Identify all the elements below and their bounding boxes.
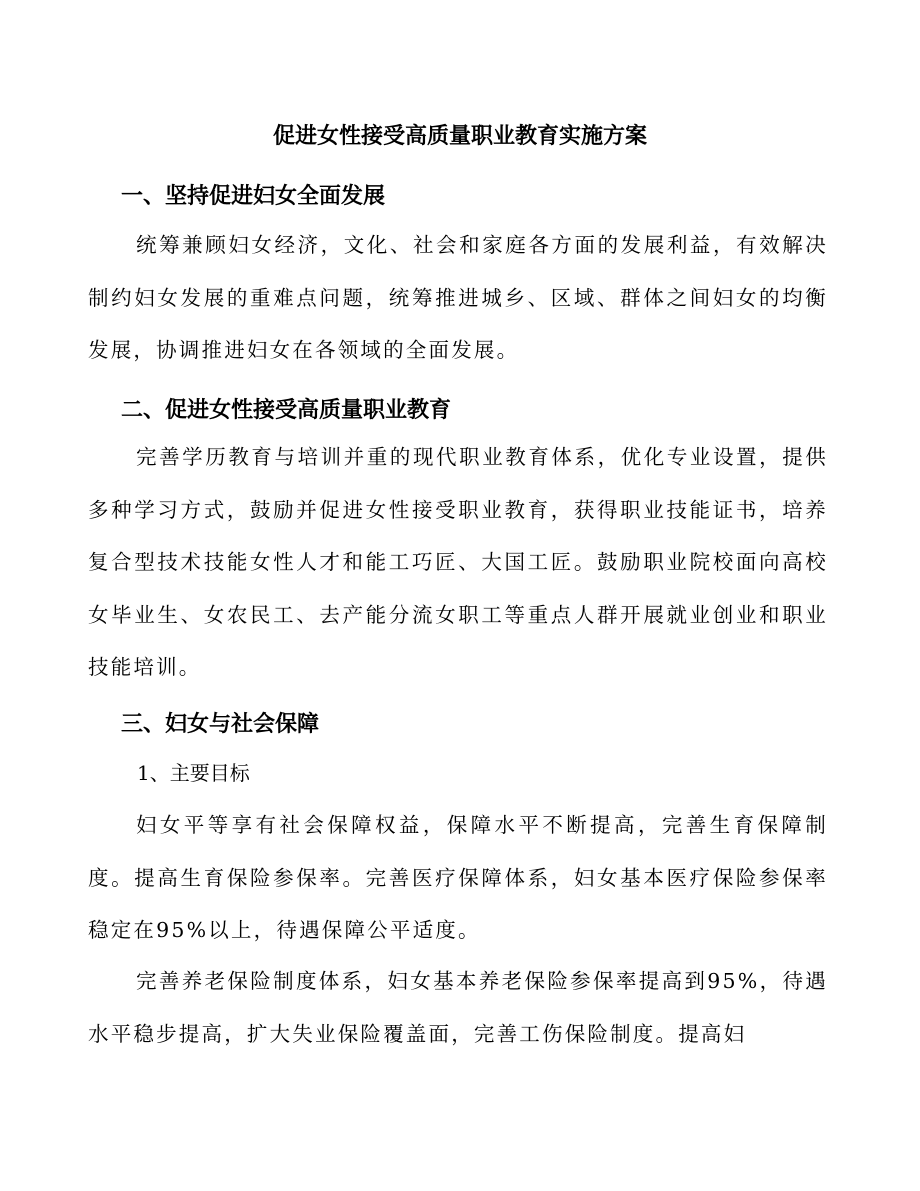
section-3-paragraph-1: 妇女平等享有社会保障权益，保障水平不断提高，完善生育保障制度。提高生育保险参保率。完善医疗保障体系，妇女基本医疗保险参保率稳定在95%以上，待遇保障公平适度。 <box>88 813 828 942</box>
section-heading-3: 三、妇女与社会保障 <box>121 711 320 737</box>
section-heading-2: 二、促进女性接受高质量职业教育 <box>121 397 452 423</box>
section-3-paragraph-2: 完善养老保险制度体系，妇女基本养老保险参保率提高到95%，待遇水平稳步提高，扩大失业保险覆盖面，完善工伤保险制度。提高妇 <box>88 969 828 1046</box>
section-1-paragraph: 统筹兼顾妇女经济，文化、社会和家庭各方面的发展利益，有效解决制约妇女发展的重难点问题，统筹推进城乡、区域、群体之间妇女的均衡发展，协调推进妇女在各领域的全面发展。 <box>88 233 828 362</box>
section-heading-1: 一、坚持促进妇女全面发展 <box>121 183 386 209</box>
section-2-paragraph: 完善学历教育与培训并重的现代职业教育体系，优化专业设置，提供多种学习方式，鼓励并促进女性接受职业教育，获得职业技能证书，培养复合型技术技能女性人才和能工巧匠、大国工匠。鼓励职业院校面向高校女毕业生、女农民工、去产能分流女职工等重点人群开展就业创业和职业技能培训。 <box>88 445 828 679</box>
section-3-subheading: 1、主要目标 <box>137 761 250 785</box>
document-title: 促进女性接受高质量职业教育实施方案 <box>272 123 647 149</box>
